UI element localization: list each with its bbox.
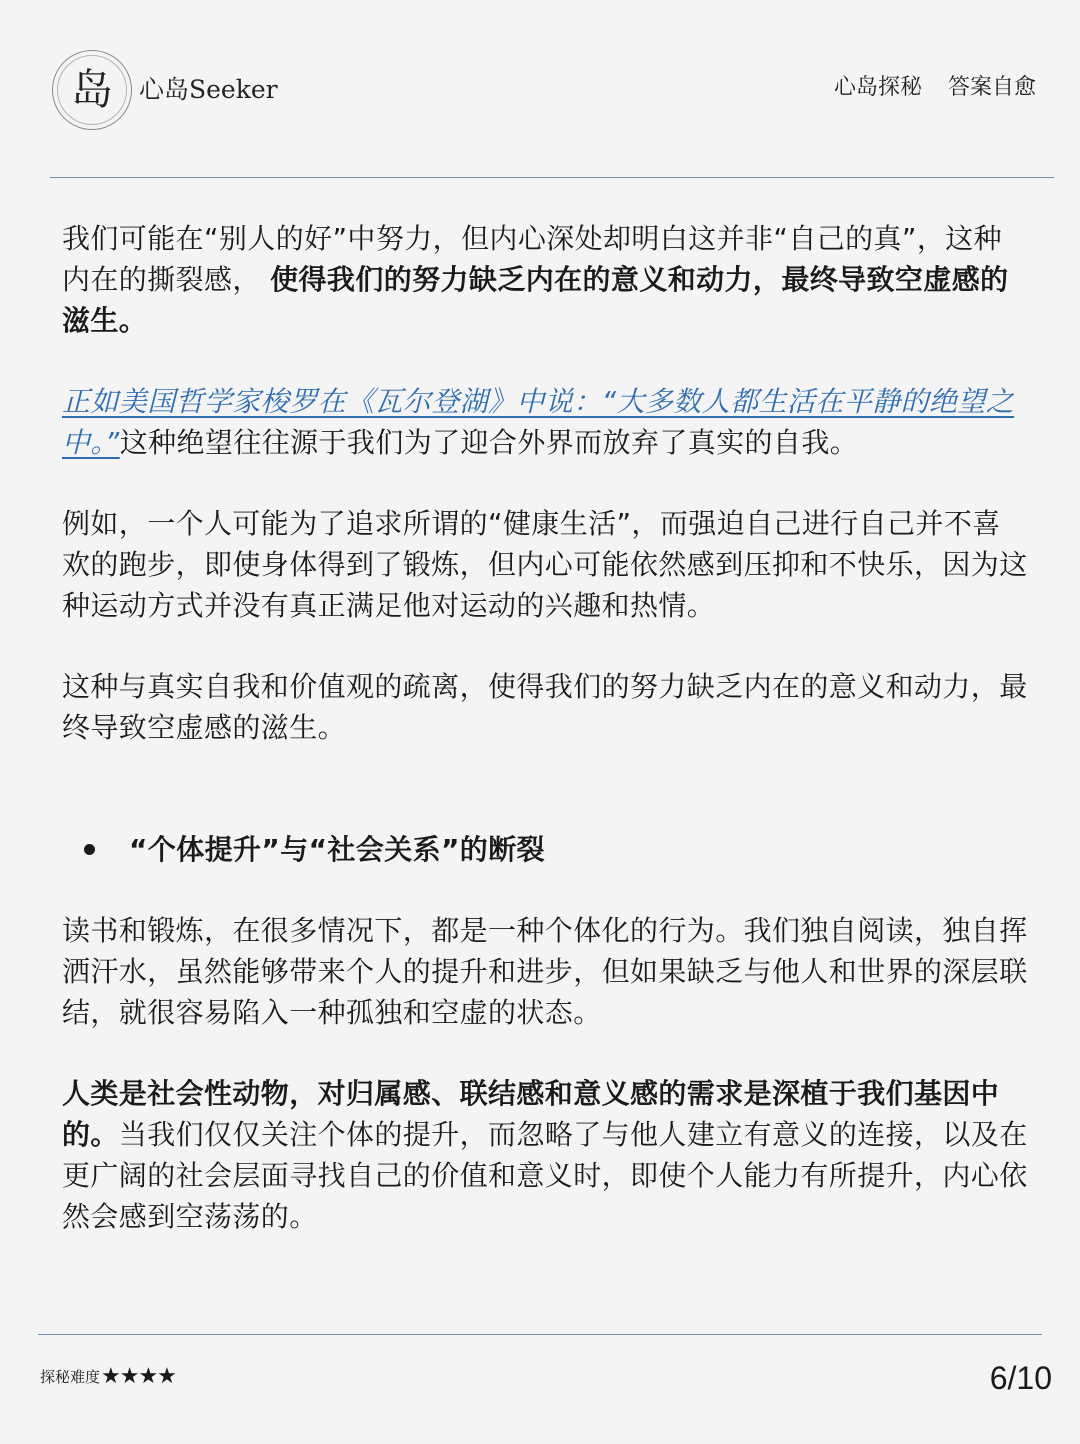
footer-divider: [38, 1334, 1042, 1335]
paragraph-6-text: 当我们仅仅关注个体的提升，而忽略了与他人建立有意义的连接，以及在更广阔的社会层面寻找自己的价值和意义时，即使个人能力有所提升，内心依然会感到空荡荡的。: [62, 1118, 1028, 1233]
paragraph-1: [62, 218, 1028, 341]
difficulty-label: 探秘难度: [40, 1368, 101, 1386]
brand-name[interactable]: 心岛Seeker: [139, 75, 278, 104]
paragraph-5: 读书和锻炼，在很多情况下，都是一种个体化的行为。我们独自阅读，独自挥洒汗水，虽然能够带来个人的提升和进步，但如果缺乏与他人和世界的深层联结，就很容易陷入一种孤独和空虚的状态。: [62, 914, 1028, 1029]
section-heading-text: “个体提升”与“社会关系”的断裂: [129, 833, 546, 866]
header-divider: [50, 177, 1054, 178]
header: [0, 0, 1080, 178]
paragraph-6: [62, 1073, 1028, 1237]
header-nav: [834, 72, 1036, 104]
article-body: [62, 218, 1028, 1237]
paragraph-1-emphasis: 使得我们的努力缺乏内在的意义和动力，最终导致空虚感的滋生。: [62, 263, 1009, 337]
nav-item-explore[interactable]: 心岛探秘: [833, 75, 922, 100]
thoreau-quote-link[interactable]: 正如美国哲学家梭罗在《瓦尔登湖》中说：“大多数人都生活在平静的绝望之中。”: [62, 385, 1015, 459]
paragraph-2: [62, 381, 1028, 463]
paragraph-4: 这种与真实自我和价值观的疏离，使得我们的努力缺乏内在的意义和动力，最终导致空虚感的滋生。: [62, 670, 1028, 744]
section-heading: [84, 829, 1028, 870]
paragraph-6-emphasis: 人类是社会性动物，对归属感、联结感和意义感的需求是深植于我们基因中的。: [62, 1077, 1000, 1151]
logo[interactable]: [52, 50, 132, 130]
star-rating-icon: ★★★★: [101, 1364, 176, 1389]
difficulty-rating: [40, 1360, 176, 1394]
nav-item-self-heal[interactable]: 答案自愈: [947, 75, 1036, 100]
paragraph-2-text: 这种绝望往往源于我们为了迎合外界而放弃了真实的自我。: [119, 426, 859, 459]
page-indicator: 6/10: [989, 1360, 1052, 1396]
paragraph-3: 例如，一个人可能为了追求所谓的“健康生活”，而强迫自己进行自己并不喜欢的跑步，即使身体得到了锻炼，但内心可能依然感到压抑和不快乐，因为这种运动方式并没有真正满足他对运动的兴趣和热情。: [62, 507, 1028, 622]
bullet-icon: [84, 844, 95, 855]
paragraph-1-text: 我们可能在“别人的好”中努力，但内心深处却明白这并非“自己的真”，这种内在的撕裂感，: [62, 222, 1003, 296]
logo-mark: 岛: [57, 55, 127, 125]
